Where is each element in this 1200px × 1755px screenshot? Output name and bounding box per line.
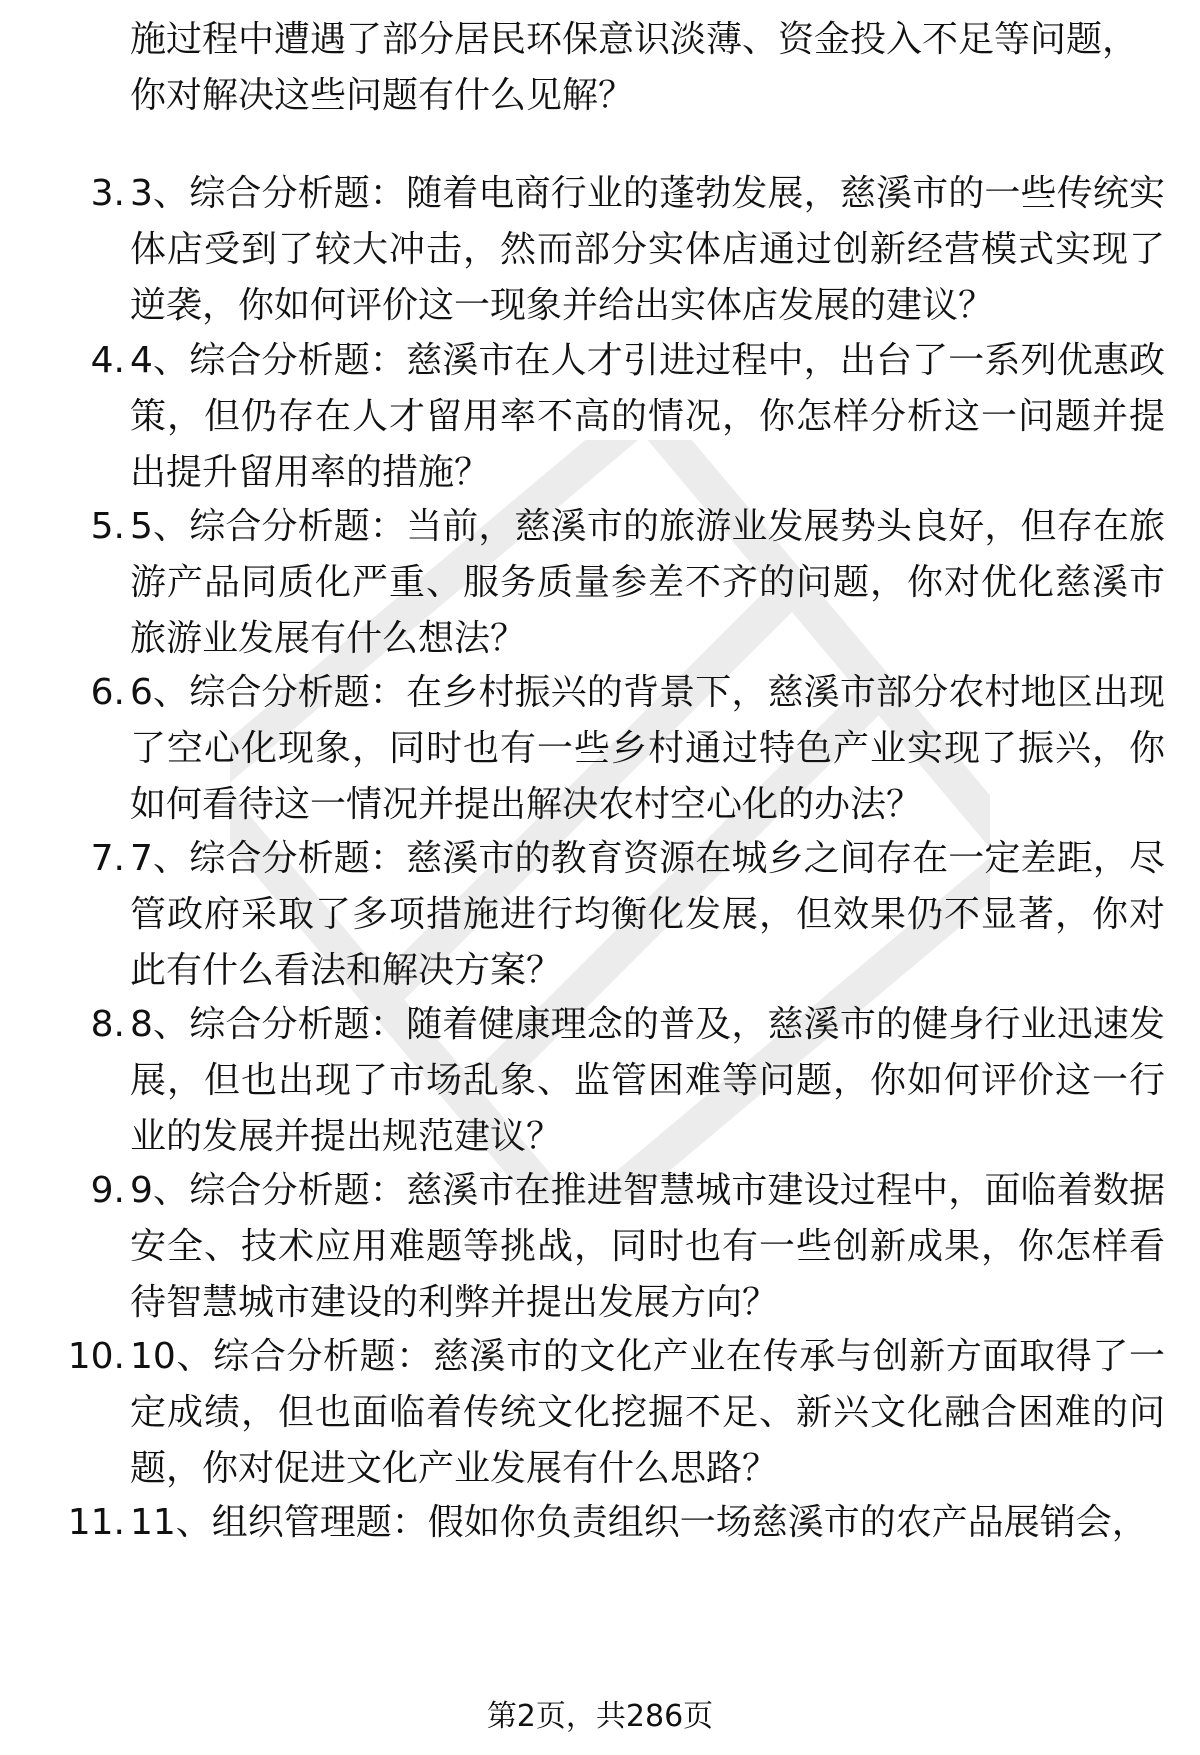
page-footer: 第2页，共286页 bbox=[486, 1699, 714, 1734]
item-number: 9. bbox=[90, 1170, 125, 1211]
item-text: 7、综合分析题：慈溪市的教育资源在城乡之间存在一定差距，尽管政府采取了多项措施进行均衡化发展，但效果仍不显著，你对此有什么看法和解决方案？ bbox=[130, 838, 1165, 991]
item-text: 4、综合分析题：慈溪市在人才引进过程中，出台了一系列优惠政策，但仍存在人才留用率不高的情况，你怎样分析这一问题并提出提升留用率的措施？ bbox=[130, 340, 1165, 493]
item-number: 5. bbox=[90, 506, 125, 547]
item-number: 4. bbox=[90, 340, 125, 381]
item-number: 11. bbox=[67, 1502, 125, 1543]
item-text: 3、综合分析题：随着电商行业的蓬勃发展，慈溪市的一些传统实体店受到了较大冲击，然而部分实体店通过创新经营模式实现了逆袭，你如何评价这一现象并给出实体店发展的建议？ bbox=[130, 173, 1165, 326]
item-number: 7. bbox=[90, 838, 125, 879]
item-text: 10、综合分析题：慈溪市的文化产业在传承与创新方面取得了一定成绩，但也面临着传统文化挖掘不足、新兴文化融合困难的问题，你对促进文化产业发展有什么思路？ bbox=[130, 1336, 1165, 1489]
item-number: 6. bbox=[90, 672, 125, 713]
item-text: 8、综合分析题：随着健康理念的普及，慈溪市的健身行业迅速发展，但也出现了市场乱象、监管困难等问题，你如何评价这一行业的发展并提出规范建议？ bbox=[130, 1004, 1165, 1157]
continuation-text: 施过程中遭遇了部分居民环保意识淡薄、资金投入不足等问题，你对解决这些问题有什么见解？ bbox=[130, 19, 1139, 116]
item-text: 9、综合分析题：慈溪市在推进智慧城市建设过程中，面临着数据安全、技术应用难题等挑战，同时也有一些创新成果，你怎样看待智慧城市建设的利弊并提出发展方向？ bbox=[130, 1170, 1165, 1323]
item-text: 6、综合分析题：在乡村振兴的背景下，慈溪市部分农村地区出现了空心化现象，同时也有一些乡村通过特色产业实现了振兴，你如何看待这一情况并提出解决农村空心化的办法？ bbox=[130, 672, 1165, 825]
item-number: 3. bbox=[90, 173, 125, 214]
item-number: 10. bbox=[67, 1336, 125, 1377]
item-text: 11、组织管理题：假如你负责组织一场慈溪市的农产品展销会， bbox=[130, 1502, 1148, 1543]
item-number: 8. bbox=[90, 1004, 125, 1045]
item-text: 5、综合分析题：当前，慈溪市的旅游业发展势头良好，但存在旅游产品同质化严重、服务质量参差不齐的问题，你对优化慈溪市旅游业发展有什么想法？ bbox=[130, 506, 1165, 659]
